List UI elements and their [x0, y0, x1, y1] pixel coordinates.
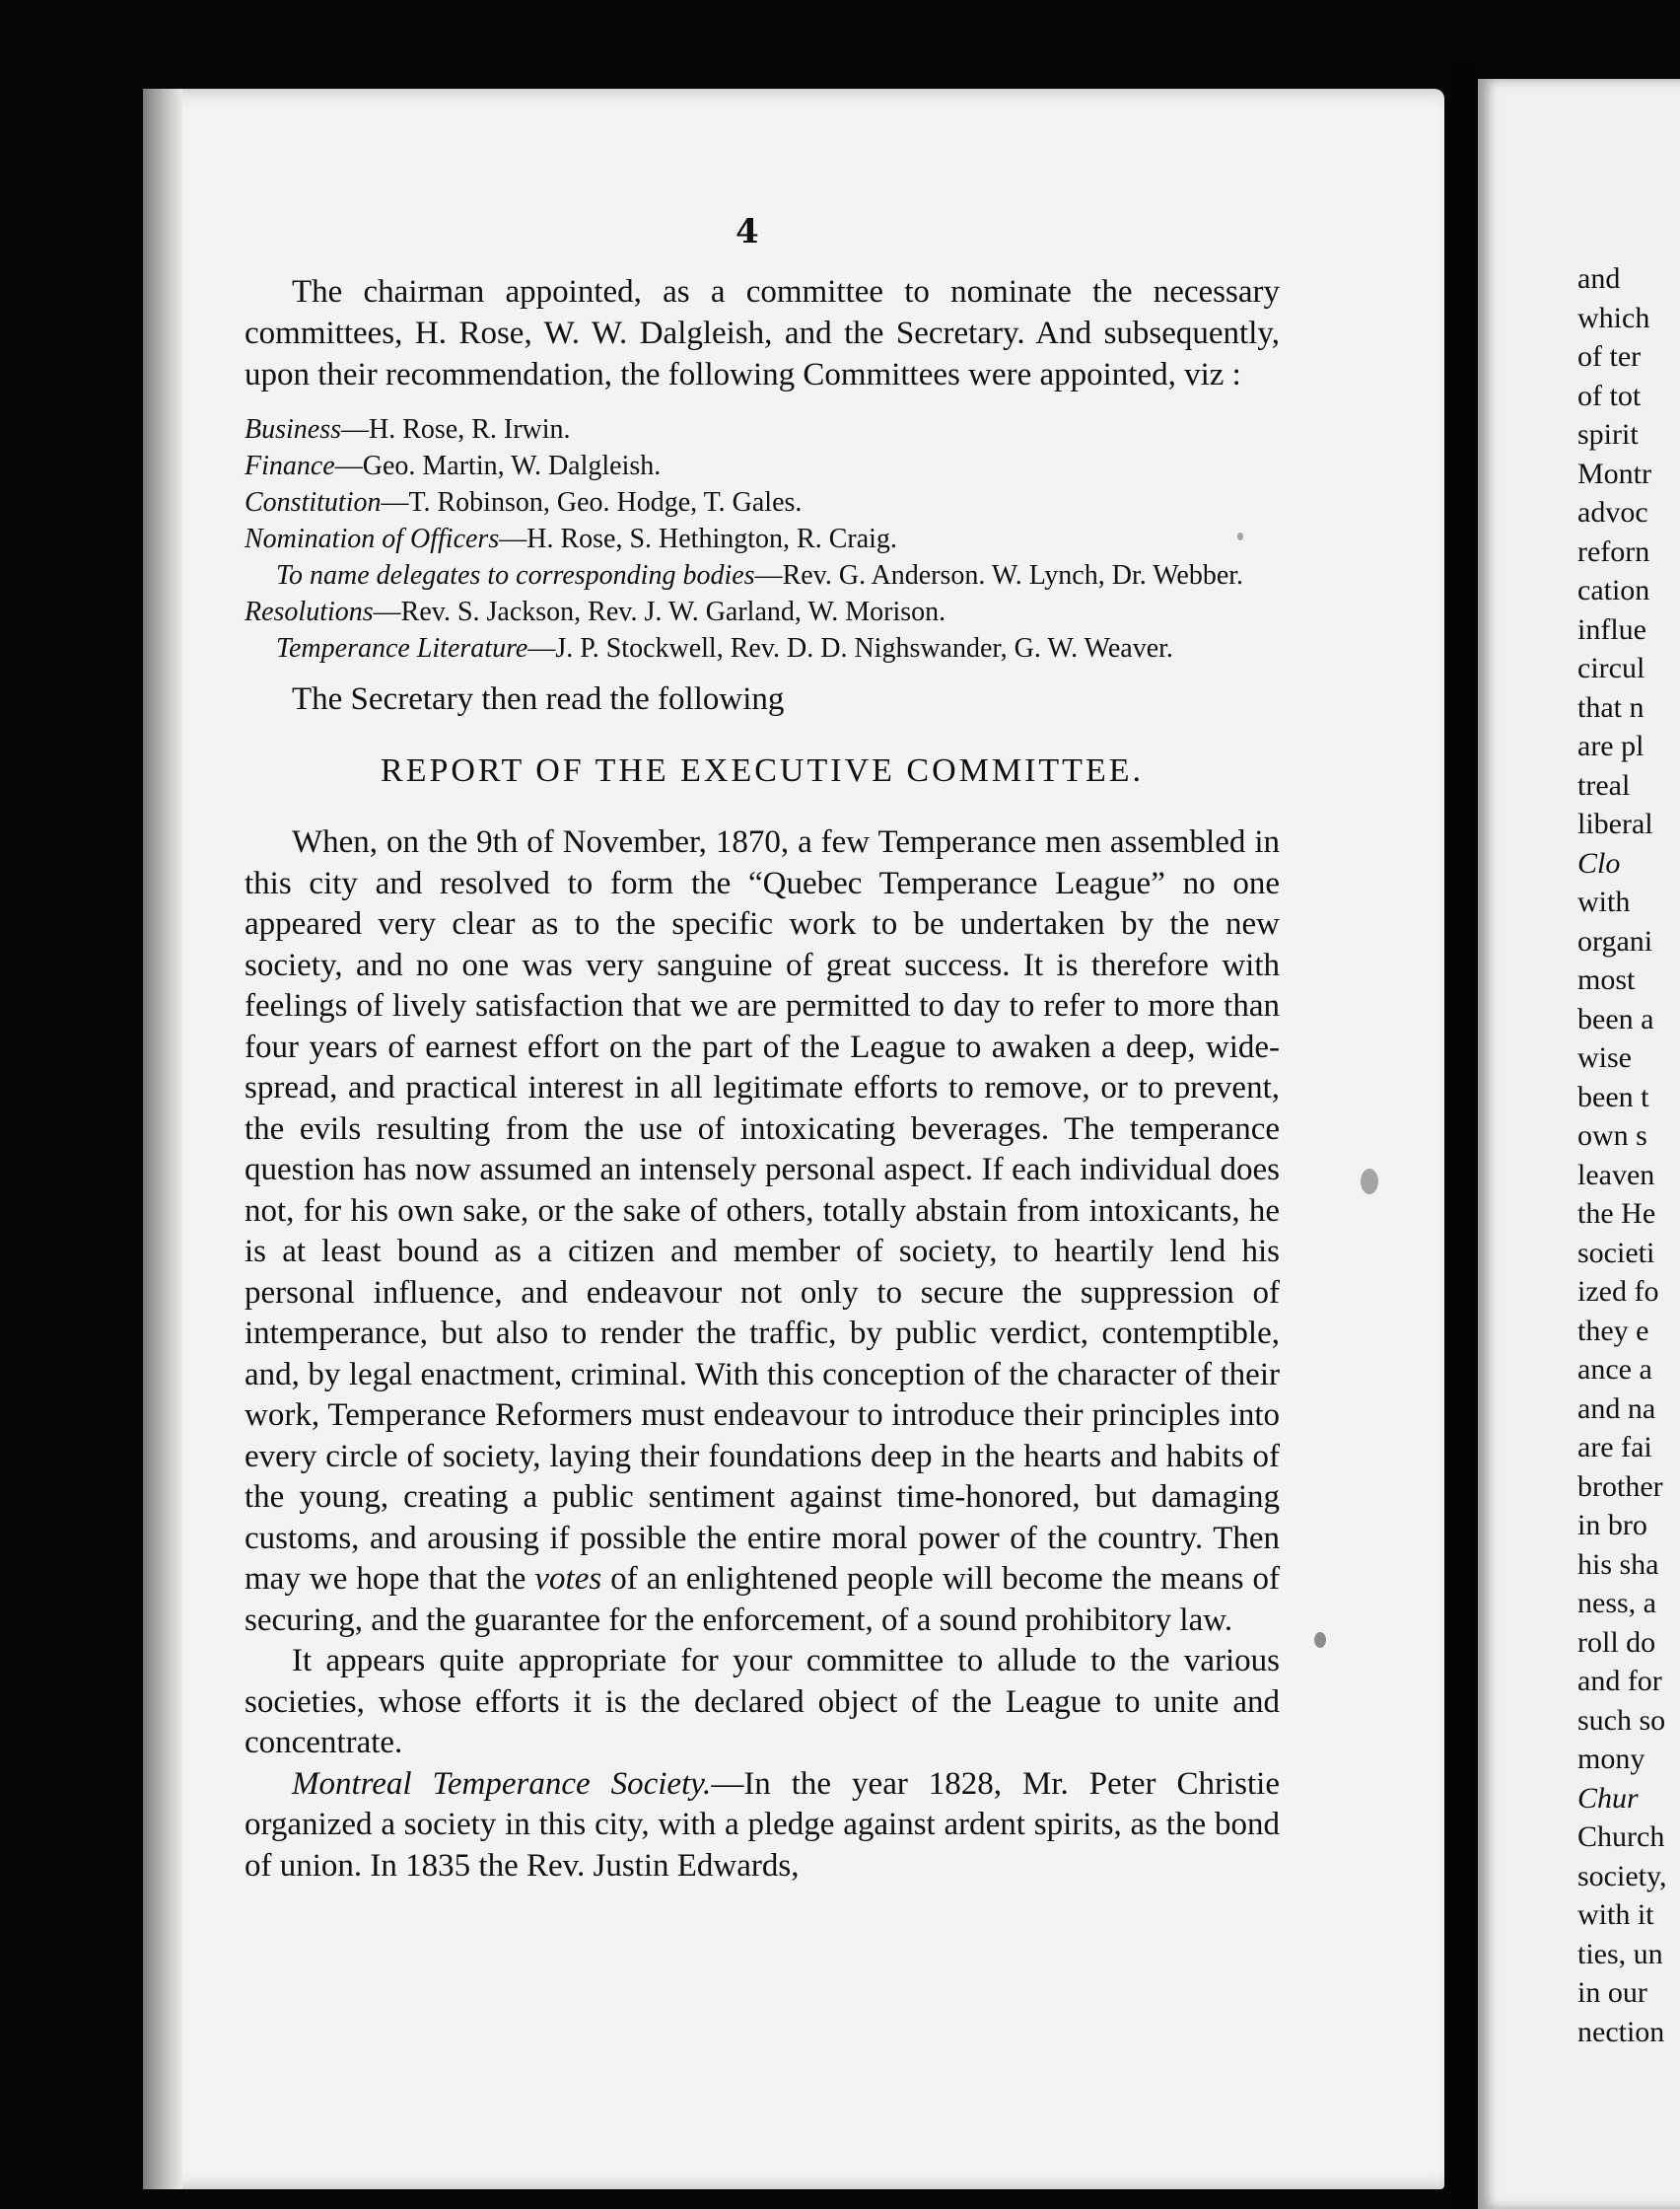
committee-resolutions — [245, 594, 1280, 630]
right-fragment: mony — [1577, 1743, 1645, 1775]
right-fragment: Chur — [1577, 1781, 1639, 1815]
right-fragment: and — [1577, 262, 1621, 295]
right-fragment: with — [1577, 886, 1631, 918]
right-fragment: reforn — [1577, 534, 1650, 568]
committee-name: Finance — [245, 451, 335, 481]
right-fragment: societi — [1577, 1236, 1655, 1269]
right-fragment: liberal — [1577, 808, 1653, 840]
page-number: 4 — [735, 212, 759, 251]
right-fragment: cation — [1577, 574, 1650, 606]
page-binding-shadow — [143, 89, 182, 2189]
right-fragment: that n — [1577, 690, 1645, 724]
report-paragraph-1-main: When, on the 9th of November, 1870, a few Temperance men assembled in this city and resolved to form the “Quebec Temperance League” no one appeared very clear as to the specific work to be undertaken by the new society, and no one was very sanguine of great success. It is therefore with feelings of lively satisfaction that we are permitted to day to refer to more than four years of earnest effort on the part of the League to awaken a deep, wide-spread, and practical interest in all legitimate efforts to remove, or to prevent, the evils resulting from the use of intoxicating beverages. The temperance question has now assumed an intensely personal aspect. If each individual does not, for his own sake, or the sake of others, totally abstain from intoxicants, he is at least bound as a citizen and member of society, to heartily lend his personal influence, and endeavour not only to secure the suppression of intemperance, but also to render the traffic, by public verdict, contemptible, and, by legal enactment, criminal. With this conception of the character of their work, Temperance Reformers must endeavour to introduce their principles into every circle of society, laying their foundations deep in the hearts and habits of the young, creating a public sentiment against time-honored, but damaging customs, and arousing if possible the entire moral power of the country. Then may — [245, 824, 1280, 1597]
right-fragment: which — [1577, 301, 1650, 334]
committee-name: Nomination of Officers — [245, 524, 500, 554]
committee-name: Constitution — [245, 487, 382, 518]
committee-members: —Geo. Martin, W. Dalgleish. — [334, 451, 662, 481]
votes-emphasis: votes — [534, 1561, 602, 1597]
report-paragraph-3-text: —In the year 1828, Mr. Peter Christie organized a society in this city, with a pledge against ardent spirits, as the bond of union. In 1835 the Rev. Justin Edwards, — [245, 1765, 1280, 1884]
right-fragment: spirit — [1577, 418, 1639, 451]
right-fragment: in our — [1577, 1976, 1647, 2009]
page-text — [245, 271, 1280, 1887]
report-paragraph-1-tail-b: of an enlightened people will become the means of securing, and the guarantee for the enforcement, of a sound prohibitory law. — [245, 1561, 1280, 1638]
secretary-line: The Secretary then read the following — [292, 681, 785, 717]
right-fragment: influe — [1577, 612, 1646, 646]
ink-speck — [1237, 533, 1243, 540]
right-fragment: in bro — [1577, 1509, 1647, 1541]
right-fragment: leaven — [1577, 1158, 1655, 1191]
committee-members: —J. P. Stockwell, Rev. D. D. Nighswander, G. W. Weaver. — [527, 633, 1173, 664]
right-fragment: with it — [1577, 1898, 1654, 1931]
right-page-text-fragments — [1577, 259, 1680, 2051]
report-paragraph-3 — [245, 1764, 1280, 1888]
committee-members: —Rev. G. Anderson. W. Lynch, Dr. Webber. — [754, 560, 1244, 591]
committee-name: To name delegates to corresponding bodies — [276, 560, 755, 591]
right-fragment: and for — [1577, 1665, 1662, 1697]
right-fragment: most — [1577, 963, 1636, 996]
right-fragment: Montr — [1577, 457, 1651, 490]
committee-members: —Rev. S. Jackson, Rev. J. W. Garland, W. Morison. — [373, 597, 946, 627]
right-fragment: of ter — [1577, 340, 1642, 373]
intro-paragraph: The chairman appointed, as a committee to nominate the necessary committees, H. Rose, W. W. Dalgleish, and the Secretary. And subsequently, upon their recommendation, the following Committees were appointed, viz : — [245, 274, 1280, 392]
right-fragment: been t — [1577, 1080, 1649, 1113]
committee-business — [245, 411, 1280, 448]
ink-speck — [1361, 1169, 1378, 1194]
right-fragment: been a — [1577, 1002, 1654, 1035]
committee-members: —H. Rose, R. Irwin. — [341, 414, 571, 445]
right-fragment: are fai — [1577, 1431, 1652, 1463]
right-fragment: organi — [1577, 924, 1653, 958]
right-fragment: society, — [1577, 1859, 1667, 1892]
right-fragment: of tot — [1577, 379, 1642, 412]
right-fragment: ance a — [1577, 1353, 1652, 1386]
committee-name: Temperance Literature — [276, 633, 528, 664]
right-fragment: Clo — [1577, 846, 1621, 880]
committee-members: —T. Robinson, Geo. Hodge, T. Gales. — [381, 487, 803, 518]
committee-name: Resolutions — [245, 597, 374, 627]
right-fragment: circul — [1577, 652, 1645, 684]
right-fragment: wise — [1577, 1041, 1632, 1074]
committee-delegates — [245, 557, 1280, 594]
report-paragraph-1 — [245, 822, 1280, 1641]
right-fragment: the He — [1577, 1197, 1656, 1230]
right-fragment: are pl — [1577, 730, 1645, 762]
right-fragment: nection — [1577, 2015, 1665, 2048]
right-fragment: advoc — [1577, 496, 1648, 529]
committee-nomination — [245, 521, 1280, 557]
section-heading-montreal-temperance-society: Montreal Temperance Society. — [292, 1765, 712, 1802]
committee-members: —H. Rose, S. Hethington, R. Craig. — [499, 524, 897, 554]
right-fragment: and na — [1577, 1391, 1656, 1425]
committee-name: Business — [245, 414, 341, 445]
committee-finance — [245, 448, 1280, 484]
right-fragment: ties, un — [1577, 1937, 1663, 1970]
right-fragment: Church — [1577, 1820, 1665, 1853]
report-paragraph-2: It appears quite appropriate for your committee to allude to the various societies, whose efforts it is the declared object of the League to unite and concentrate. — [245, 1643, 1280, 1760]
book-gutter — [1444, 59, 1478, 2209]
committee-literature — [245, 630, 1280, 667]
right-fragment: treal — [1577, 768, 1631, 802]
right-fragment: his sha — [1577, 1547, 1659, 1581]
right-fragment: such so — [1577, 1703, 1666, 1737]
right-fragment: ized fo — [1577, 1275, 1659, 1308]
right-fragment: roll do — [1577, 1625, 1656, 1659]
right-fragment: brother — [1577, 1469, 1663, 1503]
ink-speck — [1314, 1632, 1326, 1648]
report-paragraph-1-tail-a: we hope that the — [309, 1561, 535, 1597]
right-fragment: own s — [1577, 1119, 1647, 1152]
report-title: REPORT OF THE EXECUTIVE COMMITTEE. — [381, 752, 1144, 789]
committee-constitution — [245, 484, 1280, 521]
right-fragment: ness, a — [1577, 1587, 1656, 1619]
right-fragment: they e — [1577, 1314, 1649, 1347]
